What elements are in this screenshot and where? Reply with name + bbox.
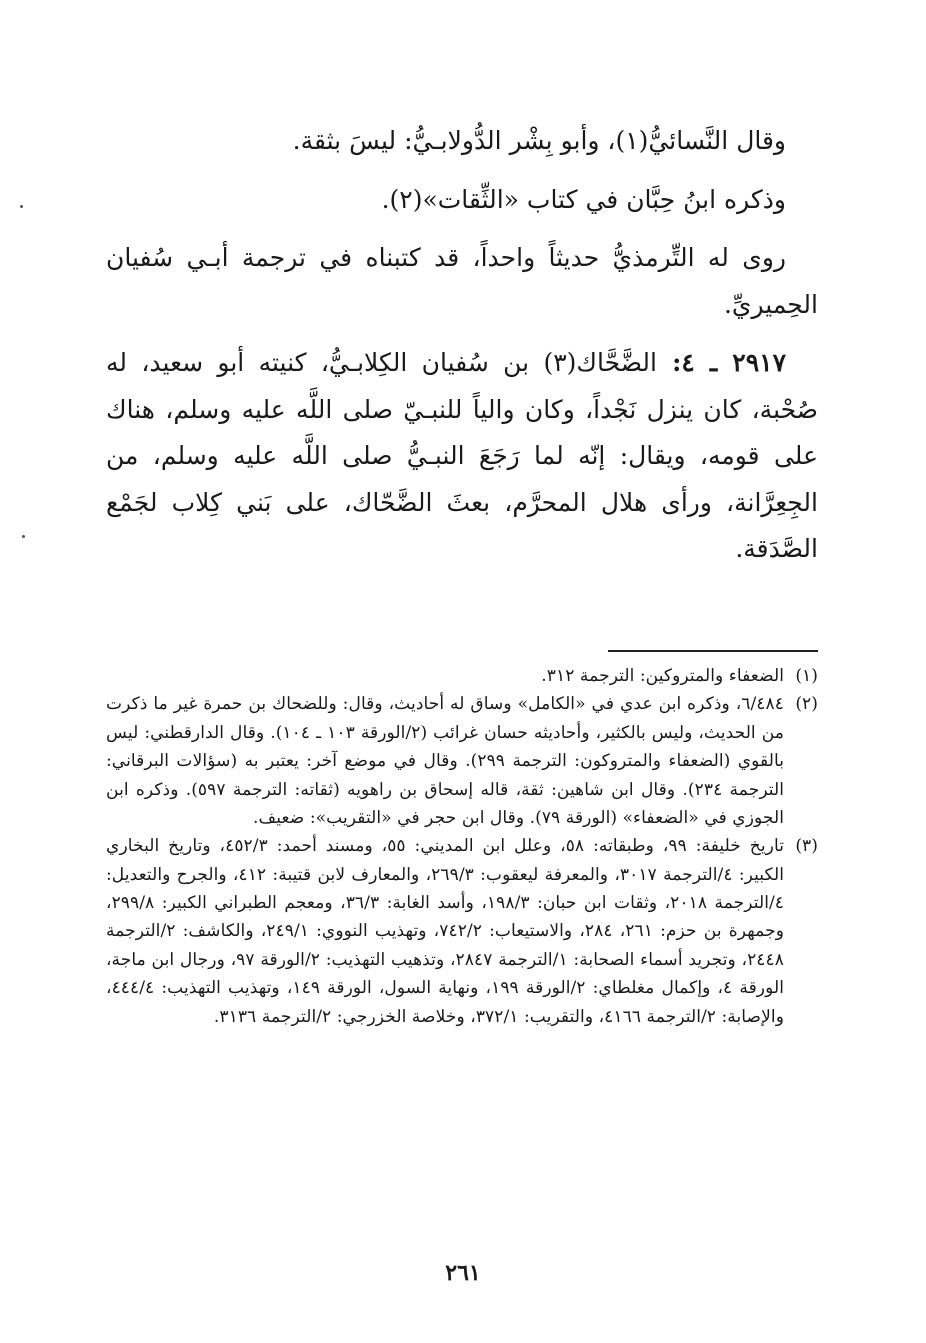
scan-speck: [22, 535, 25, 538]
footnote-number: (٢): [795, 694, 818, 715]
footnotes-section: [106, 662, 818, 1031]
footnote-item: [106, 662, 818, 690]
footnote-separator: [608, 650, 818, 652]
page-number: ٢٦١: [445, 1260, 481, 1286]
paragraph-ibn-hibban: وذكره ابنُ حِبَّان في كتاب «الثِّقات»(٢).: [381, 184, 786, 214]
paragraph-nasai: وقال النَّسائيُّ(١)، وأبو بِشْر الدُّولابـيُّ: ليسَ بثقة.: [292, 126, 786, 155]
footnote-number: (٣): [795, 836, 818, 857]
entry-number: ٢٩١٧ ـ ٤:: [657, 348, 786, 377]
footnote-text: الضعفاء والمتروكين: الترجمة ٣١٢.: [541, 666, 784, 686]
main-text-body: [106, 118, 818, 585]
scan-speck: [20, 205, 23, 208]
footnote-item: [106, 690, 818, 832]
footnote-text: ٦/٤٨٤، وذكره ابن عدي في «الكامل» وساق له أحاديث، وقال: وللضحاك بن حمرة غير ما ذكرت من الحديث، وليس بالكثير، وأحاديثه حسان غرائب (٢/الورقة ١٠٣ ـ ١٠٤). وقال الدارقطني: ليس بالقوي (الضعفاء والمتروكون: الترجمة ٢٩٩). وقال في موضع آخر: يعتبر به (سؤالات البرقاني: الترجمة ٢٣٤). وقال ابن شاهين: ثقة، قاله إسحاق بن راهويه (ثقاته: الترجمة ٥٩٧). وذكره ابن الجوزي في «الضعفاء» (الورقة ٧٩). وقال ابن حجر في «التقريب»: ضعيف.: [106, 694, 785, 828]
paragraph-tirmidhi: روى له التِّرمذيُّ حديثاً واحداً، قد كتبناه في ترجمة أبـي سُفيان الحِميريِّ.: [106, 243, 818, 319]
footnote-number: (١): [795, 666, 818, 686]
footnote-item: [106, 832, 818, 1031]
entry-body: الضَّحَّاك(٣) بن سُفيان الكِلابـيُّ، كنيته أبو سعيد، له صُحْبة، كان ينزل نَجْداً، وكان والياً للنبـيّ صلى اللَّه عليه وسلم، هناك على قومه، ويقال: إنّه لما رَجَعَ النبـيُّ صلى اللَّه عليه وسلم، من الجِعِرَّانة، ورأى هلال المحرَّم، بعثَ الضَّحّاك، على بَني كِلاب لجَمْع الصَّدَقة.: [106, 348, 819, 563]
footnote-text: تاريخ خليفة: ٩٩، وطبقاته: ٥٨، وعلل ابن المديني: ٥٥، ومسند أحمد: ٤٥٢/٣، وتاريخ البخاري الكبير: ٤/الترجمة ٣٠١٧، والمعرفة ليعقوب: ٢٦٩/٣، والمعارف لابن قتيبة: ٤١٢، والجرح والتعديل: ٤/الترجمة ٢٠١٨، وثقات ابن حبان: ١٩٨/٣، وأسد الغابة: ٣٦/٣، ومعجم الطبراني الكبير: ٢٩٩/٨، وجمهرة بن حزم: ٢٦١، ٢٨٤، والاستيعاب: ٧٤٢/٢، وتهذيب النووي: ٢٤٩/١، والكاشف: ٢/الترجمة ٢٤٤٨، وتجريد أسماء الصحابة: ١/الترجمة ٢٨٤٧، وتذهيب التهذيب: ٢/الورقة ٩٧، ورجال ابن ماجة، الورقة ٤، وإكمال مغلطاي: ٢/الورقة ١٩٩، ونهاية السول، الورقة ١٤٩، وتهذيب التهذيب: ٤٤٤/٤، والإصابة: ٢/الترجمة ٤١٦٦، والتقريب: ٣٧٢/١، وخلاصة الخزرجي: ٢/الترجمة ٣١٣٦.: [106, 836, 785, 1027]
biography-entry: [106, 340, 818, 573]
